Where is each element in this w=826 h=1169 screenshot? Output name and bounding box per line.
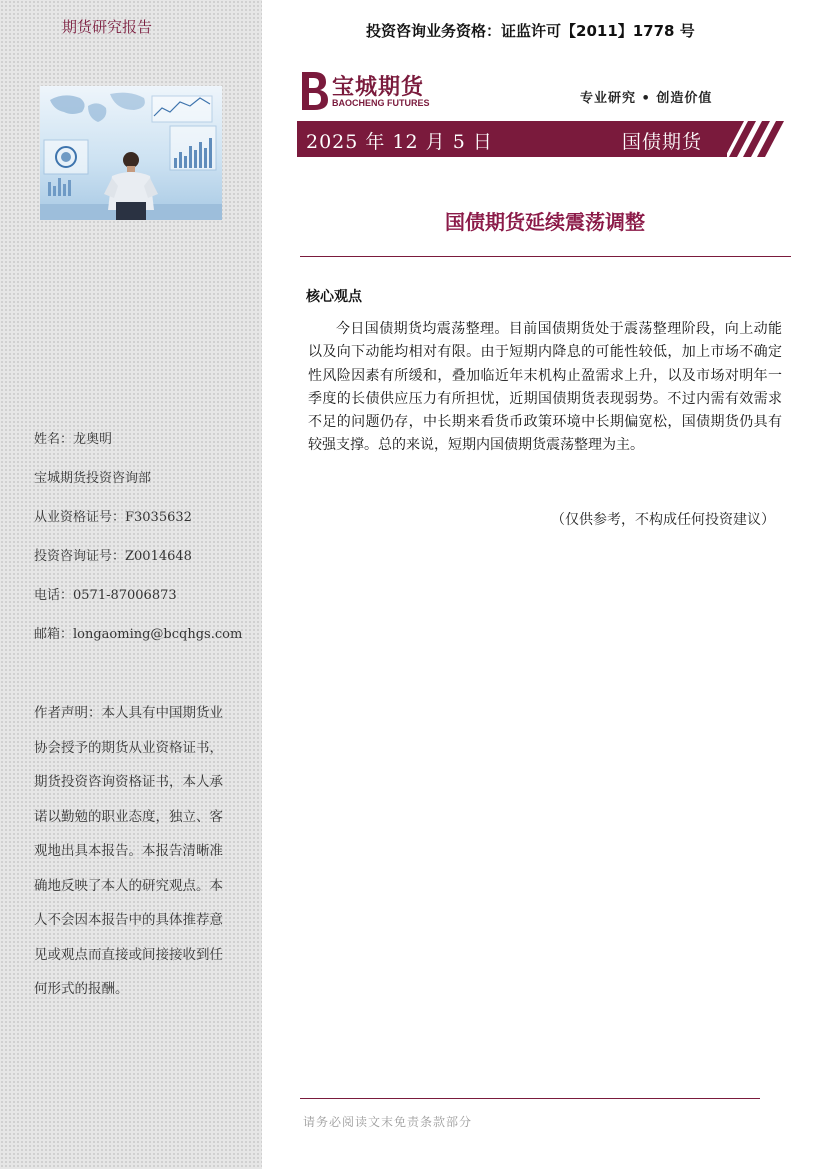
department: 宝城期货投资咨询部	[34, 471, 152, 486]
phone: 电话：0571-87006873	[34, 588, 177, 603]
company-logo	[298, 68, 438, 112]
report-date: 2025 年 12 月 5 日	[306, 131, 493, 153]
email[interactable]: 邮箱：longaoming@bcqhgs.com	[34, 627, 243, 642]
logo-cn-text: 宝城期货	[332, 74, 425, 100]
report-category: 国债期货	[622, 131, 703, 153]
slogan: 专业研究 • 创造价值	[580, 91, 713, 106]
businessman-dashboard-image	[40, 86, 222, 220]
sidebar	[0, 0, 262, 1169]
reference-note: （仅供参考，不构成任何投资建议）	[551, 512, 775, 528]
cover-photo	[40, 86, 222, 220]
banner-stripes-decoration	[690, 121, 790, 157]
author-statement: 作者声明：本人具有中国期货业协会授予的期货从业资格证书，期货投资咨询资格证书，本人承诺以勤勉的职业态度，独立、客观地出具本报告。本报告清晰准确地反映了本人的研究观点。本人不会因本报告中的具体推荐意见或观点而直接或间接接收到任何形式的报酬。	[34, 705, 223, 997]
title-divider	[300, 256, 791, 257]
consulting-number: 投资咨询证号：Z0014648	[34, 549, 192, 564]
section-heading: 核心观点	[306, 289, 362, 305]
qualification-number: 从业资格证号：F3035632	[34, 510, 192, 525]
footer-divider	[300, 1098, 760, 1099]
license-text: 投资咨询业务资格：证监许可【2011】1778 号	[366, 22, 695, 40]
report-type-label: 期货研究报告	[62, 18, 153, 36]
author-name: 姓名：龙奥明	[34, 432, 113, 447]
logo-en-text: BAOCHENG FUTURES	[332, 98, 430, 108]
footer-disclaimer[interactable]: 请务必阅读文末免责条款部分	[303, 1115, 473, 1129]
core-view-paragraph: 今日国债期货均震荡整理。目前国债期货处于震荡整理阶段，向上动能以及向下动能均相对有限。由于短期内降息的可能性较低，加上市场不确定性风险因素有所缓和，叠加临近年末机构止盈需求上升，以及市场对明年一季度的长债供应压力有所担忧，近期国债期货表现弱势。不过内需有效需求不足的问题仍存，中长期来看货币政策环境中长期偏宽松，国债期货仍具有较强支撑。总的来说，短期内国债期货震荡整理为主。	[308, 321, 782, 454]
page-title: 国债期货延续震荡调整	[445, 210, 645, 234]
